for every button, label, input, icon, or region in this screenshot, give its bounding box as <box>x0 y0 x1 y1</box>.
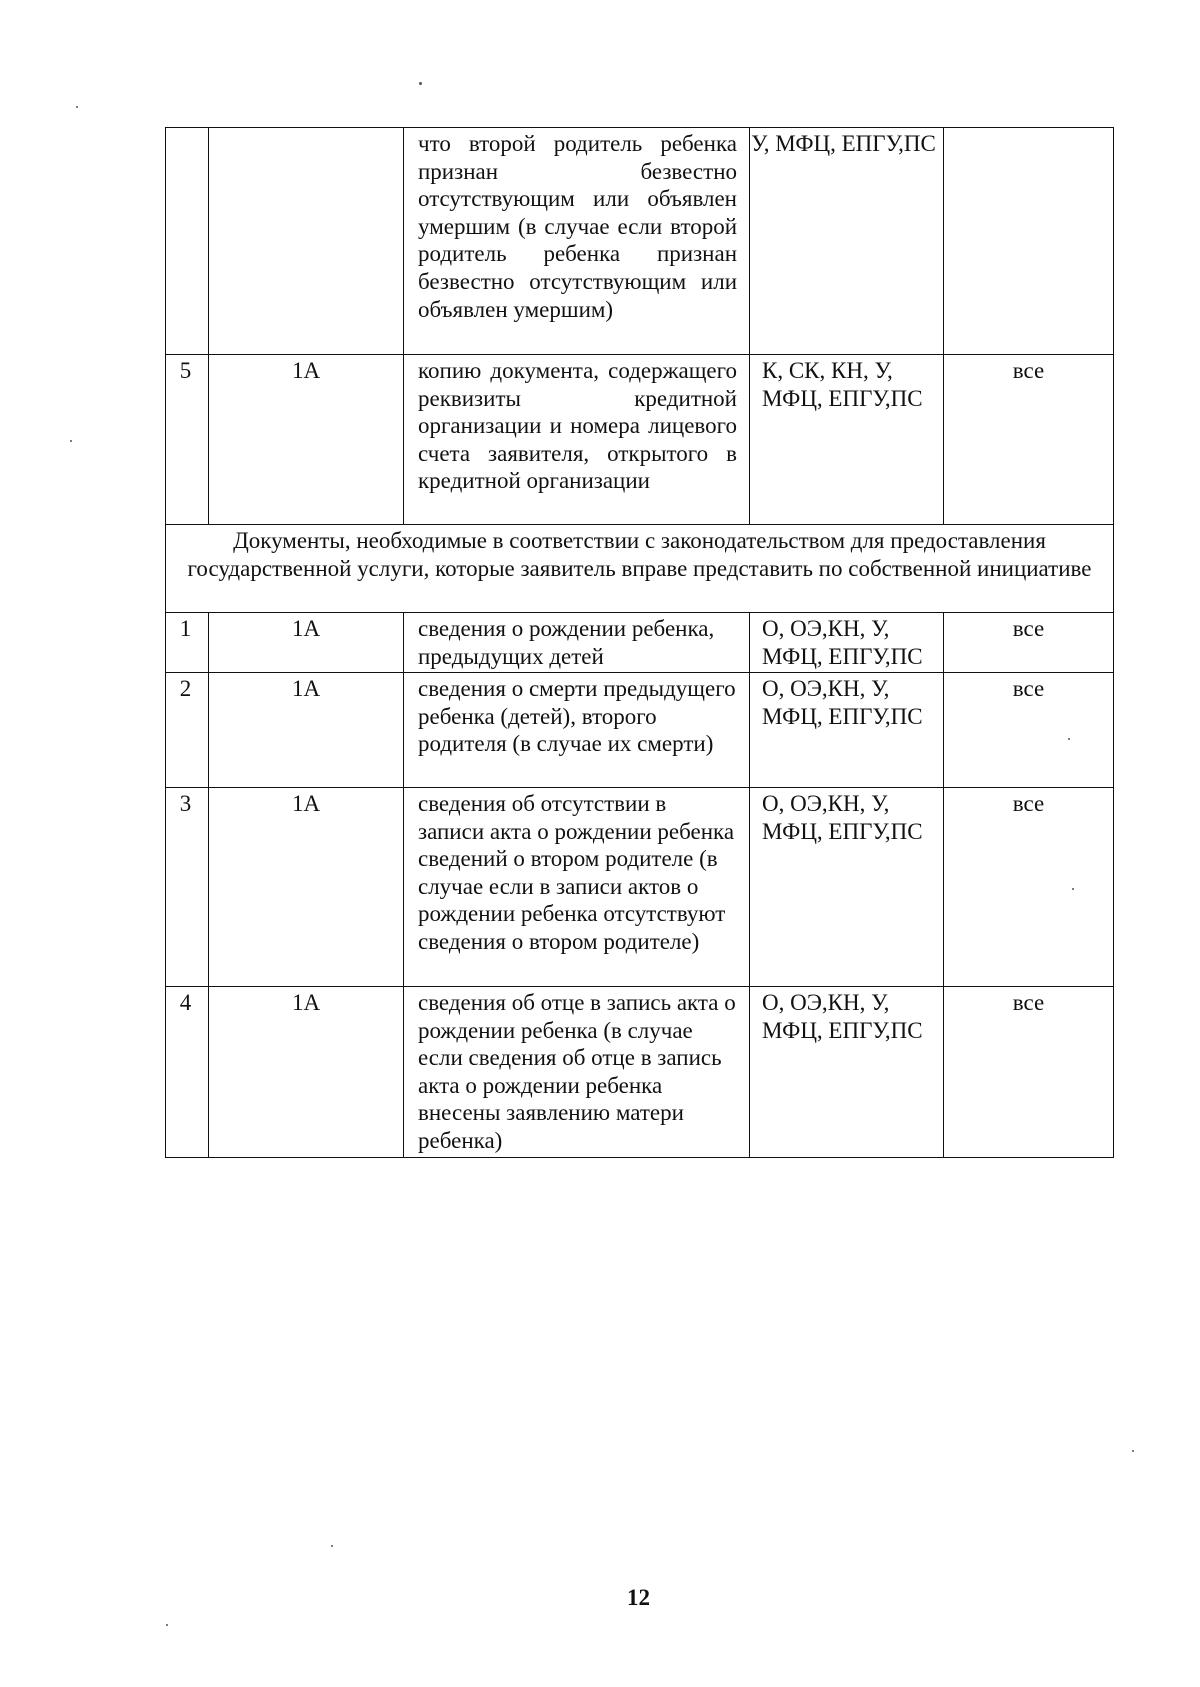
row-number: 2 <box>166 673 209 788</box>
table-row <box>166 987 1114 1158</box>
row-category <box>209 128 404 355</box>
row-document: сведения об отце в запись акта о рождении ребенка (в случае если сведения об отце в запись акта о рождении ребенка внесены заявлению матери ребенка) <box>404 987 750 1158</box>
table-row <box>166 355 1114 525</box>
row-category: 1А <box>209 788 404 987</box>
section-heading: Документы, необходимые в соответствии с законодательством для предоставления государственной услуги, которые заявитель вправе представить по собственной инициативе <box>166 525 1114 613</box>
row-sources: О, ОЭ,КН, У, МФЦ, ЕПГУ,ПС <box>750 673 944 788</box>
documents-table <box>165 127 1114 1158</box>
row-applicants: все <box>944 987 1114 1158</box>
table-row <box>166 128 1114 355</box>
row-sources: У, МФЦ, ЕПГУ,ПС <box>750 128 944 355</box>
row-document: копию документа, содержащего реквизиты кредитной организации и номера лицевого счета заявителя, открытого в кредитной организации <box>404 355 750 525</box>
table-row <box>166 613 1114 673</box>
scan-speck <box>76 106 78 108</box>
row-number: 5 <box>166 355 209 525</box>
row-sources: О, ОЭ,КН, У, МФЦ, ЕПГУ,ПС <box>750 788 944 987</box>
row-number: 1 <box>166 613 209 673</box>
row-category: 1А <box>209 613 404 673</box>
row-category: 1А <box>209 673 404 788</box>
row-applicants: все <box>944 355 1114 525</box>
table-row <box>166 788 1114 987</box>
row-document: сведения о рождении ребенка, предыдущих детей <box>404 613 750 673</box>
row-applicants: все <box>944 788 1114 987</box>
row-document: что второй родитель ребенка признан безвестно отсутствующим или объявлен умершим (в случае если второй родитель ребенка признан безвестно отсутствующим или объявлен умершим) <box>404 128 750 355</box>
scan-speck <box>419 82 422 85</box>
scan-speck <box>1072 888 1074 890</box>
row-category: 1А <box>209 355 404 525</box>
table-row <box>166 673 1114 788</box>
scan-speck <box>166 1624 168 1626</box>
row-document: сведения о смерти предыдущего ребенка (детей), второго родителя (в случае их смерти) <box>404 673 750 788</box>
row-sources: О, ОЭ,КН, У, МФЦ, ЕПГУ,ПС <box>750 987 944 1158</box>
scan-speck <box>1068 738 1070 740</box>
row-number: 4 <box>166 987 209 1158</box>
section-heading-row <box>166 525 1114 613</box>
row-applicants: все <box>944 613 1114 673</box>
page-number: 12 <box>627 1585 650 1610</box>
row-number <box>166 128 209 355</box>
row-category: 1А <box>209 987 404 1158</box>
scan-speck <box>331 1545 333 1547</box>
row-number: 3 <box>166 788 209 987</box>
row-sources: О, ОЭ,КН, У, МФЦ, ЕПГУ,ПС <box>750 613 944 673</box>
row-document: сведения об отсутствии в записи акта о рождении ребенка сведений о втором родителе (в случае если в записи актов о рождении ребенка отсутствуют сведения о втором родителе) <box>404 788 750 987</box>
row-applicants <box>944 128 1114 355</box>
scan-speck <box>1132 1450 1134 1452</box>
scan-speck <box>70 440 72 442</box>
row-applicants: все <box>944 673 1114 788</box>
row-sources: К, СК, КН, У, МФЦ, ЕПГУ,ПС <box>750 355 944 525</box>
